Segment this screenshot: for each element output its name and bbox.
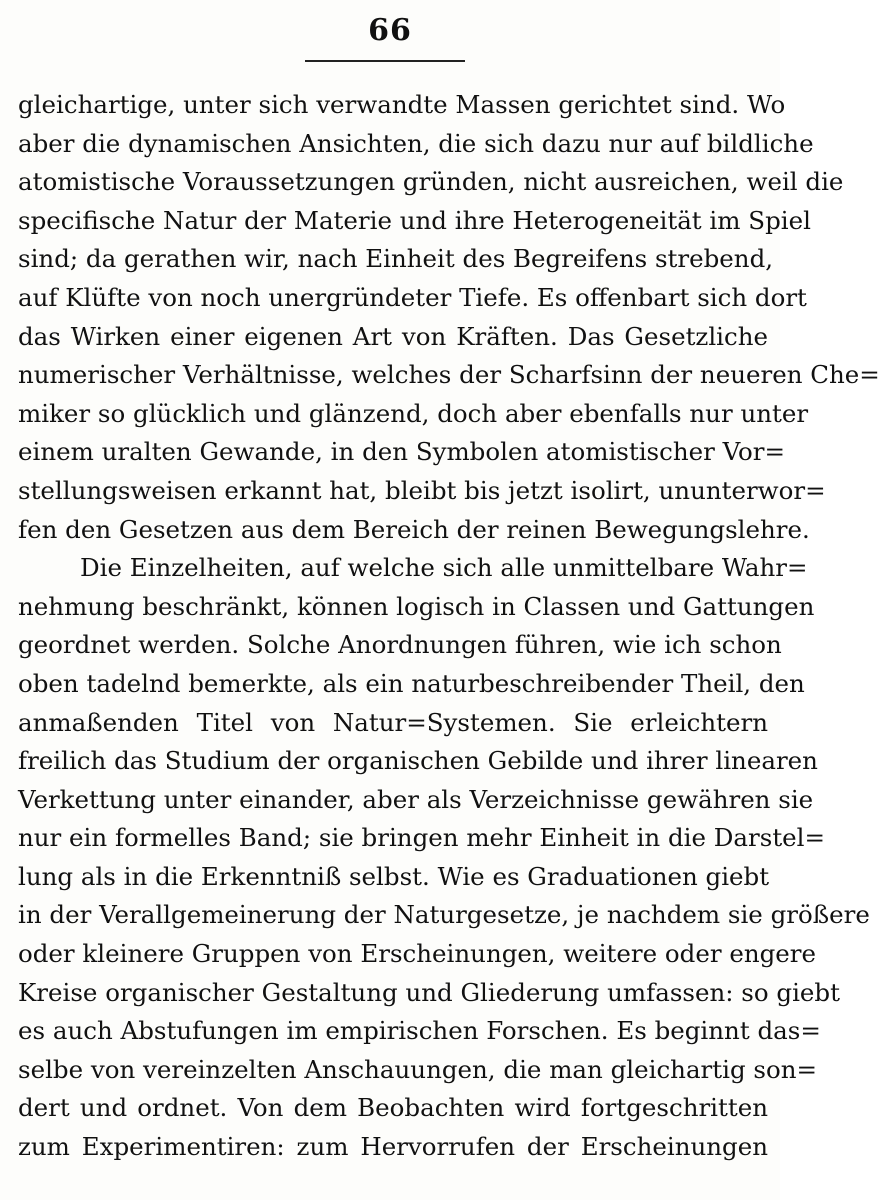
text-line: sind; da gerathen wir, nach Einheit des Begreifens strebend, — [18, 244, 774, 274]
text-line: stellungsweisen erkannt hat, bleibt bis jetzt isolirt, ununterwor= — [18, 475, 826, 505]
text-line: nur ein formelles Band; sie bringen mehr Einheit in die Darstel= — [18, 823, 826, 853]
text-line: numerischer Verhältnisse, welches der Scharfsinn der neueren Che= — [18, 360, 880, 390]
text-line: freilich das Studium der organischen Gebilde und ihrer linearen — [18, 746, 818, 776]
text-line-paragraph-start: Die Einzelheiten, auf welche sich alle unmittelbare Wahr= — [80, 553, 808, 583]
text-line: anmaßenden Titel von Natur=Systemen. Sie erleichtern — [18, 707, 768, 737]
body-text — [18, 86, 880, 1167]
text-line: Verkettung unter einander, aber als Verzeichnisse gewähren sie — [18, 784, 814, 814]
text-line: Kreise organischer Gestaltung und Gliederung umfassen: so giebt — [18, 977, 840, 1007]
text-line: auf Klüfte von noch unergründeter Tiefe. Es offenbart sich dort — [18, 282, 807, 312]
text-line: specifische Natur der Materie und ihre Heterogeneität im Spiel — [18, 205, 811, 235]
text-line: gleichartige, unter sich verwandte Massen gerichtet sind. Wo — [18, 90, 786, 119]
text-line: miker so glücklich und glänzend, doch aber ebenfalls nur unter — [18, 398, 809, 428]
text-line: oder kleinere Gruppen von Erscheinungen, weitere oder engere — [18, 939, 817, 969]
text-line: oben tadelnd bemerkte, als ein naturbeschreibender Theil, den — [18, 668, 805, 698]
text-line: es auch Abstufungen im empirischen Forschen. Es beginnt das= — [18, 1016, 821, 1046]
header-rule — [305, 60, 465, 62]
page-number: 66 — [368, 13, 412, 48]
text-line: einem uralten Gewande, in den Symbolen atomistischer Vor= — [18, 437, 786, 467]
text-line: dert und ordnet. Von dem Beobachten wird fortgeschritten — [18, 1093, 768, 1123]
text-line: zum Experimentiren: zum Hervorrufen der Erscheinungen — [18, 1132, 768, 1162]
text-line: aber die dynamischen Ansichten, die sich dazu nur auf bildliche — [18, 128, 814, 158]
text-line: das Wirken einer eigenen Art von Kräften. Das Gesetzliche — [18, 321, 768, 351]
text-line: atomistische Voraussetzungen gründen, nicht ausreichen, weil die — [18, 167, 844, 197]
text-line: nehmung beschränkt, können logisch in Classen und Gattungen — [18, 591, 815, 621]
text-line: lung als in die Erkenntniß selbst. Wie es Graduationen giebt — [18, 861, 770, 891]
text-line: selbe von vereinzelten Anschauungen, die man gleichartig son= — [18, 1054, 818, 1084]
text-line-paragraph-end: fen den Gesetzen aus dem Bereich der reinen Bewegungslehre. — [18, 514, 810, 544]
text-line: in der Verallgemeinerung der Naturgesetze, je nachdem sie größere — [18, 900, 870, 930]
text-line: geordnet werden. Solche Anordnungen führen, wie ich schon — [18, 630, 782, 660]
